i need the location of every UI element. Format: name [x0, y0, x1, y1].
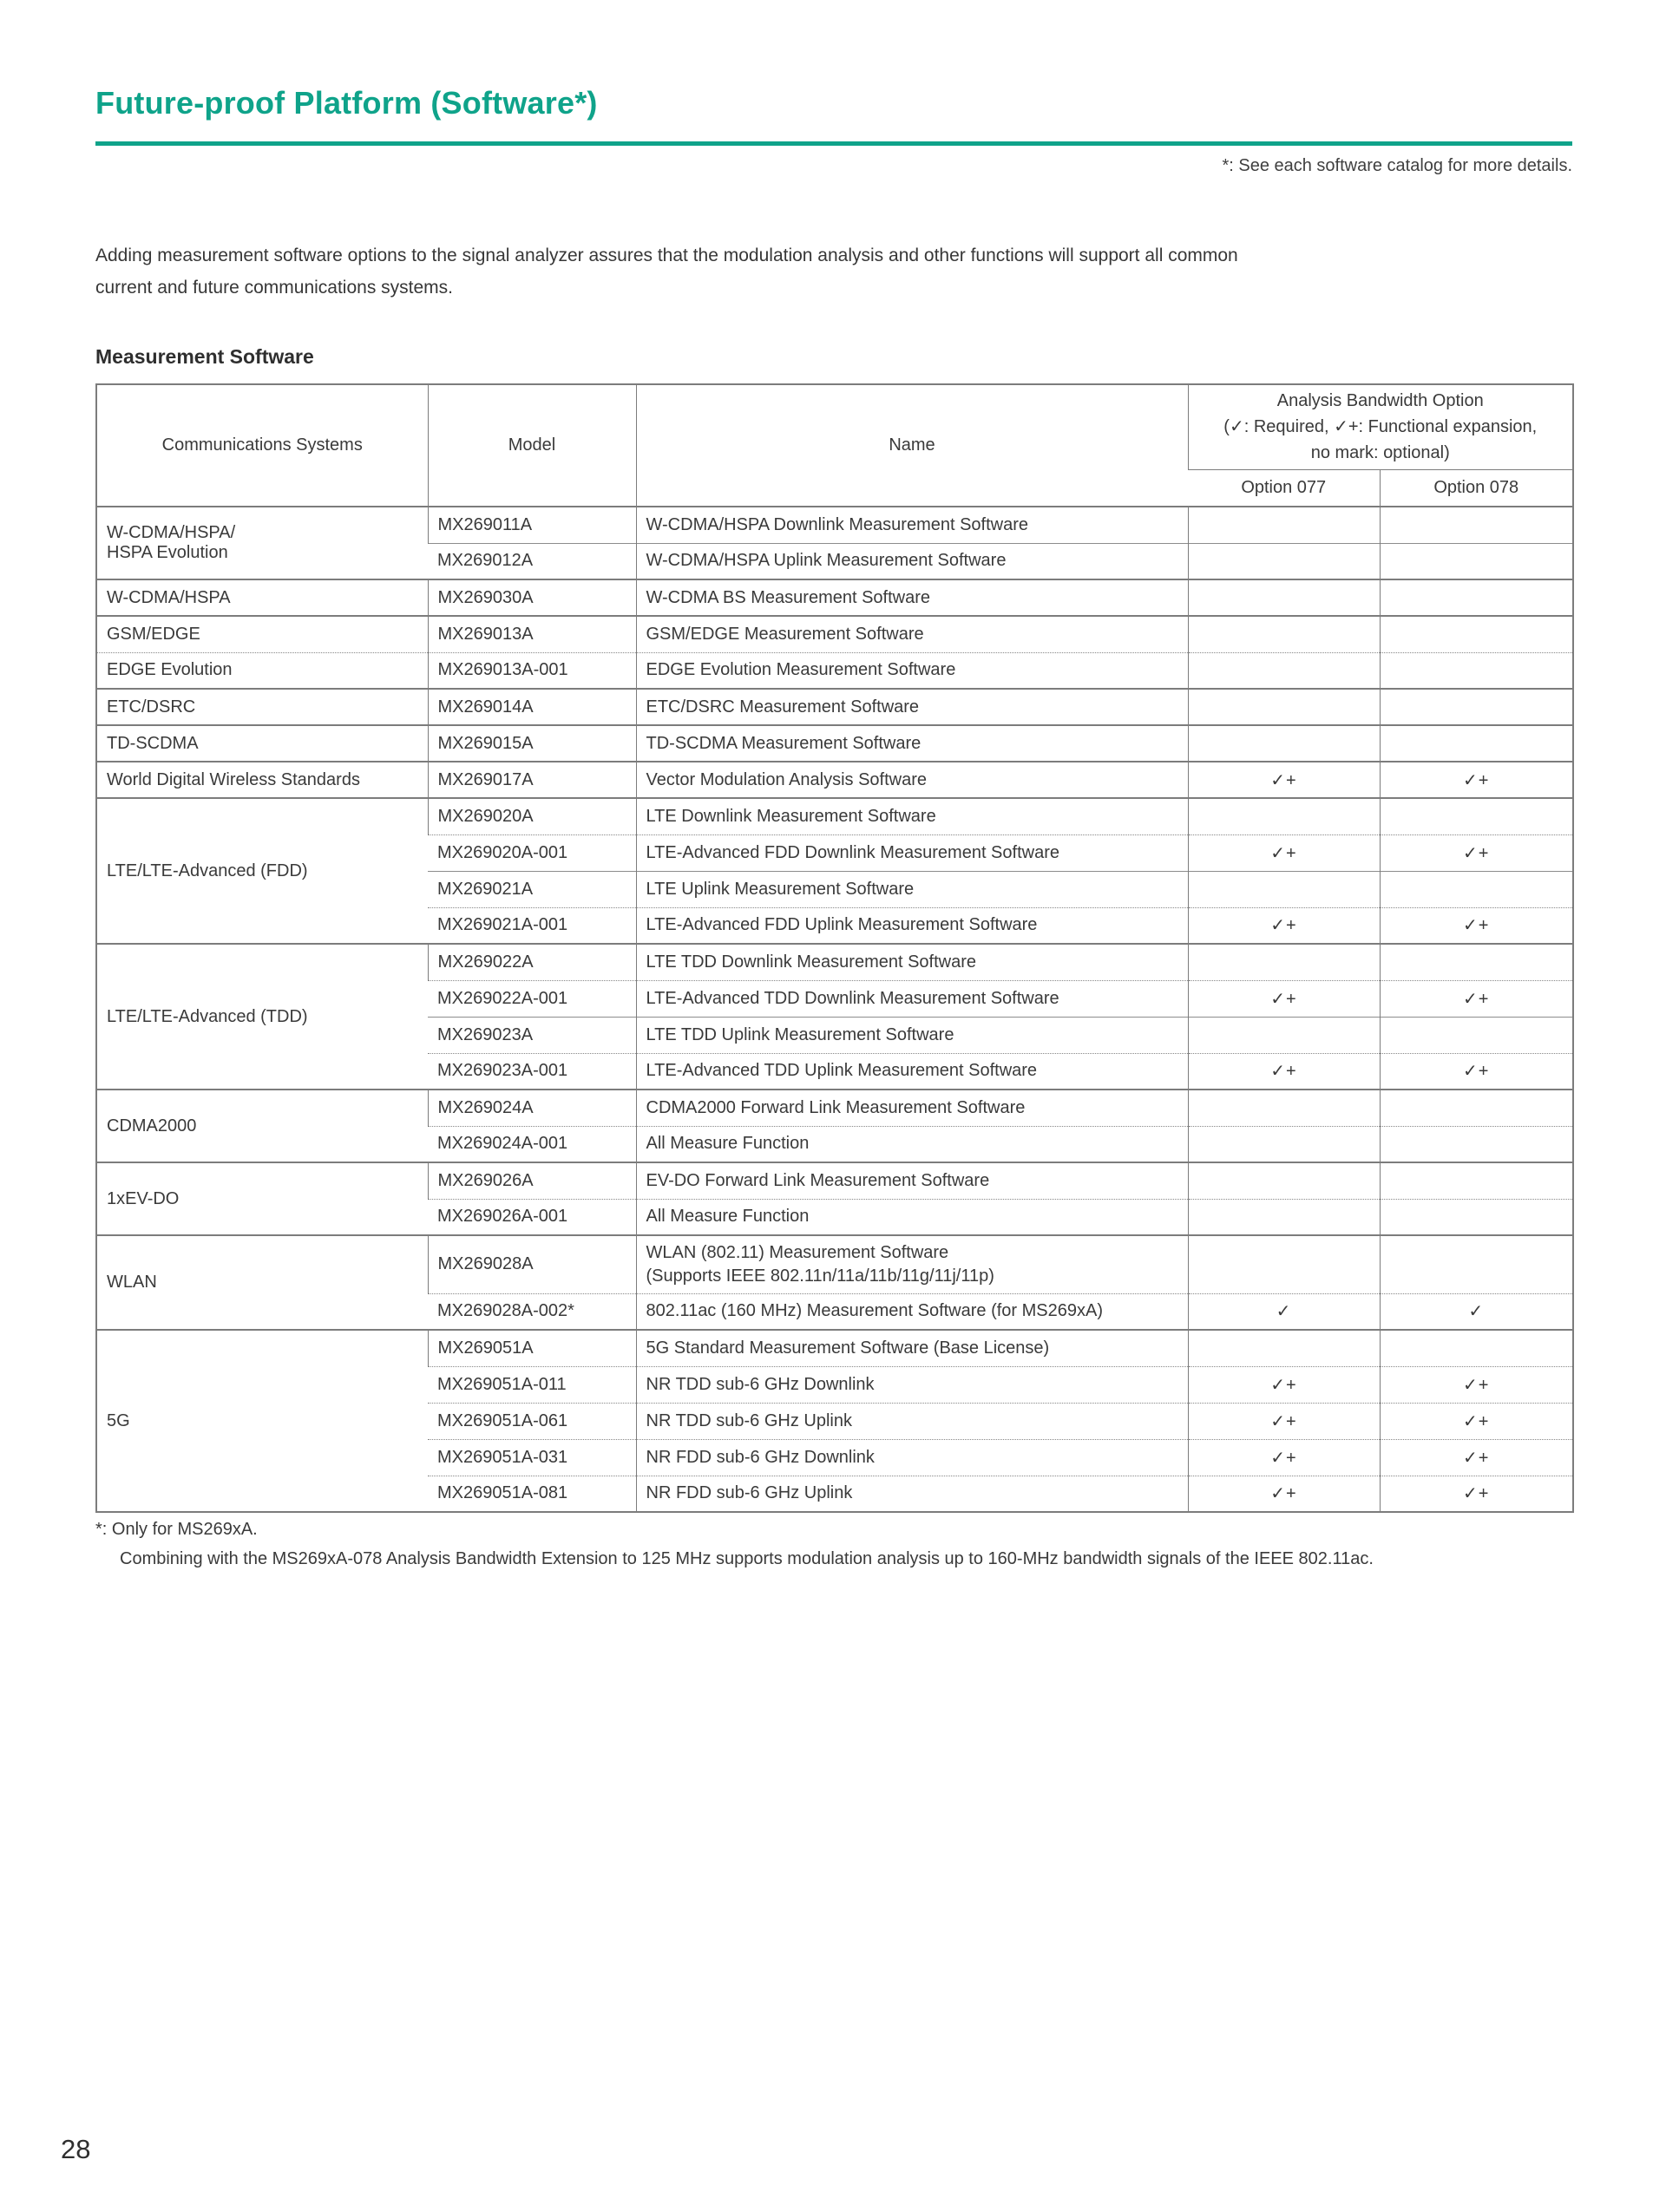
- system-line-2: HSPA Evolution: [107, 543, 228, 562]
- name-cell: GSM/EDGE Measurement Software: [636, 616, 1188, 652]
- option077-cell: [1188, 725, 1380, 762]
- header-option-077: Option 077: [1241, 477, 1327, 497]
- system-cell: TD-SCDMA: [96, 725, 428, 762]
- name-cell: W-CDMA BS Measurement Software: [636, 579, 1188, 616]
- model-cell: MX269051A-031: [428, 1439, 636, 1476]
- name-line-2: (Supports IEEE 802.11n/11a/11b/11g/11j/11p): [646, 1266, 994, 1286]
- intro-paragraph: [95, 239, 1588, 304]
- model-cell: MX269026A: [428, 1162, 636, 1199]
- system-cell: CDMA2000: [96, 1090, 428, 1162]
- option077-cell: [1188, 1199, 1380, 1235]
- page-title: Future-proof Platform (Software*): [95, 85, 598, 121]
- measurement-software-table: [95, 383, 1574, 1513]
- name-cell: EV-DO Forward Link Measurement Software: [636, 1162, 1188, 1199]
- header-row-main: [96, 384, 1573, 469]
- name-line-1: WLAN (802.11) Measurement Software: [646, 1242, 949, 1262]
- model-cell: MX269014A: [428, 689, 636, 725]
- option078-cell: [1380, 579, 1573, 616]
- system-cell: ETC/DSRC: [96, 689, 428, 725]
- header-option-078: Option 078: [1380, 469, 1573, 507]
- abw-line-3: no mark: optional): [1310, 443, 1450, 463]
- model-cell: MX269030A: [428, 579, 636, 616]
- model-cell: MX269028A-002*: [428, 1293, 636, 1330]
- system-line-1: W-CDMA/HSPA/: [107, 523, 236, 542]
- option077-cell: ✓+: [1188, 1053, 1380, 1090]
- option078-cell: [1380, 944, 1573, 980]
- name-cell: LTE-Advanced TDD Downlink Measurement Software: [636, 980, 1188, 1017]
- option077-cell: [1188, 871, 1380, 907]
- option078-cell: ✓+: [1380, 834, 1573, 871]
- option077-cell: [1188, 798, 1380, 834]
- name-cell: NR TDD sub-6 GHz Uplink: [636, 1403, 1188, 1439]
- name-cell: Vector Modulation Analysis Software: [636, 762, 1188, 798]
- name-cell: CDMA2000 Forward Link Measurement Software: [636, 1090, 1188, 1126]
- option077-cell: ✓: [1188, 1293, 1380, 1330]
- model-cell: MX269051A-081: [428, 1476, 636, 1512]
- model-cell: MX269012A: [428, 543, 636, 579]
- system-cell: LTE/LTE-Advanced (FDD): [96, 798, 428, 944]
- option078-cell: ✓+: [1380, 907, 1573, 944]
- option078-cell: ✓+: [1380, 980, 1573, 1017]
- option078-cell: [1380, 652, 1573, 689]
- name-cell: NR TDD sub-6 GHz Downlink: [636, 1366, 1188, 1403]
- option078-cell: [1380, 1199, 1573, 1235]
- name-cell: LTE-Advanced FDD Uplink Measurement Software: [636, 907, 1188, 944]
- page-number: 28: [61, 2134, 91, 2164]
- name-cell: 802.11ac (160 MHz) Measurement Software (for MS269xA): [636, 1293, 1188, 1330]
- option078-cell: ✓+: [1380, 1366, 1573, 1403]
- name-cell: W-CDMA/HSPA Downlink Measurement Software: [636, 507, 1188, 543]
- name-cell: EDGE Evolution Measurement Software: [636, 652, 1188, 689]
- option077-cell: [1188, 944, 1380, 980]
- option078-cell: [1380, 1017, 1573, 1053]
- system-cell: [96, 507, 428, 579]
- option077-cell: [1188, 652, 1380, 689]
- option078-cell: [1380, 616, 1573, 652]
- option078-cell: [1380, 1090, 1573, 1126]
- table-row: [96, 1235, 1573, 1293]
- option078-cell: [1380, 725, 1573, 762]
- table-row: [96, 725, 1573, 762]
- name-cell: ETC/DSRC Measurement Software: [636, 689, 1188, 725]
- option078-cell: [1380, 1126, 1573, 1162]
- system-cell: EDGE Evolution: [96, 652, 428, 689]
- header-analysis-bandwidth-option: [1188, 384, 1573, 469]
- model-cell: MX269015A: [428, 725, 636, 762]
- system-cell: World Digital Wireless Standards: [96, 762, 428, 798]
- option077-cell: [1188, 543, 1380, 579]
- name-cell: LTE TDD Uplink Measurement Software: [636, 1017, 1188, 1053]
- system-cell: 1xEV-DO: [96, 1162, 428, 1235]
- abw-line-1: Analysis Bandwidth Option: [1276, 391, 1484, 411]
- header-model: Model: [428, 384, 636, 507]
- intro-line-2: current and future communications systems.: [95, 278, 454, 298]
- system-cell: WLAN: [96, 1235, 428, 1330]
- option078-cell: ✓+: [1380, 1476, 1573, 1512]
- model-cell: MX269022A: [428, 944, 636, 980]
- option077-cell: [1188, 689, 1380, 725]
- model-cell: MX269051A-061: [428, 1403, 636, 1439]
- option077-cell: ✓+: [1188, 907, 1380, 944]
- name-cell: LTE-Advanced FDD Downlink Measurement Software: [636, 834, 1188, 871]
- table-row: [96, 616, 1573, 652]
- name-cell: LTE-Advanced TDD Uplink Measurement Software: [636, 1053, 1188, 1090]
- model-cell: MX269017A: [428, 762, 636, 798]
- table-row: [96, 507, 1573, 543]
- model-cell: MX269020A: [428, 798, 636, 834]
- option077-cell: ✓+: [1188, 1403, 1380, 1439]
- name-cell: NR FDD sub-6 GHz Uplink: [636, 1476, 1188, 1512]
- model-cell: MX269011A: [428, 507, 636, 543]
- system-cell: W-CDMA/HSPA: [96, 579, 428, 616]
- table-row: [96, 652, 1573, 689]
- option077-cell: [1188, 1126, 1380, 1162]
- option078-cell: ✓+: [1380, 1053, 1573, 1090]
- model-cell: MX269023A-001: [428, 1053, 636, 1090]
- title-footnote: *: See each software catalog for more details.: [1222, 156, 1572, 175]
- option078-cell: [1380, 798, 1573, 834]
- table-row: [96, 579, 1573, 616]
- option078-cell: ✓+: [1380, 1403, 1573, 1439]
- option078-cell: ✓: [1380, 1293, 1573, 1330]
- option078-cell: [1380, 507, 1573, 543]
- name-cell: All Measure Function: [636, 1126, 1188, 1162]
- option077-cell: [1188, 1017, 1380, 1053]
- abw-line-2: (✓: Required, ✓+: Functional expansion,: [1223, 417, 1538, 437]
- model-cell: MX269013A-001: [428, 652, 636, 689]
- option078-cell: [1380, 543, 1573, 579]
- system-cell: 5G: [96, 1330, 428, 1512]
- option077-cell: [1188, 1090, 1380, 1126]
- option078-cell: [1380, 1235, 1573, 1293]
- name-cell: TD-SCDMA Measurement Software: [636, 725, 1188, 762]
- name-cell: LTE TDD Downlink Measurement Software: [636, 944, 1188, 980]
- table-row: [96, 944, 1573, 980]
- section-heading: Measurement Software: [95, 345, 314, 368]
- option077-cell: ✓+: [1188, 762, 1380, 798]
- model-cell: MX269028A: [428, 1235, 636, 1293]
- table-header: [96, 384, 1573, 507]
- system-cell: LTE/LTE-Advanced (TDD): [96, 944, 428, 1090]
- model-cell: MX269022A-001: [428, 980, 636, 1017]
- option078-cell: [1380, 689, 1573, 725]
- model-cell: MX269020A-001: [428, 834, 636, 871]
- table-row: [96, 1162, 1573, 1199]
- table-row: [96, 1090, 1573, 1126]
- option077-cell: [1188, 507, 1380, 543]
- option077-cell: ✓+: [1188, 1366, 1380, 1403]
- option077-cell: [1188, 1330, 1380, 1366]
- option077-cell: ✓+: [1188, 834, 1380, 871]
- option078-cell: [1380, 871, 1573, 907]
- header-communications-systems: Communications Systems: [161, 435, 363, 455]
- option077-cell: [1188, 579, 1380, 616]
- option077-cell: ✓+: [1188, 1439, 1380, 1476]
- model-cell: MX269026A-001: [428, 1199, 636, 1235]
- option077-cell: [1188, 616, 1380, 652]
- model-cell: MX269024A: [428, 1090, 636, 1126]
- system-cell: GSM/EDGE: [96, 616, 428, 652]
- name-cell: [636, 1235, 1188, 1293]
- model-cell: MX269024A-001: [428, 1126, 636, 1162]
- option077-cell: [1188, 1235, 1380, 1293]
- model-cell: MX269051A-011: [428, 1366, 636, 1403]
- model-cell: MX269021A-001: [428, 907, 636, 944]
- name-cell: LTE Uplink Measurement Software: [636, 871, 1188, 907]
- table-row: [96, 689, 1573, 725]
- option077-cell: [1188, 1162, 1380, 1199]
- title-underline-rule: [95, 141, 1572, 146]
- table-row: [96, 762, 1573, 798]
- option078-cell: ✓+: [1380, 762, 1573, 798]
- option077-cell: ✓+: [1188, 1476, 1380, 1512]
- name-cell: W-CDMA/HSPA Uplink Measurement Software: [636, 543, 1188, 579]
- intro-line-1: Adding measurement software options to the signal analyzer assures that the modulation analysis and other functions will support all common: [95, 245, 1238, 265]
- header-name: Name: [636, 384, 1188, 507]
- model-cell: MX269021A: [428, 871, 636, 907]
- table-row: [96, 1330, 1573, 1366]
- name-cell: All Measure Function: [636, 1199, 1188, 1235]
- name-cell: 5G Standard Measurement Software (Base License): [636, 1330, 1188, 1366]
- model-cell: MX269023A: [428, 1017, 636, 1053]
- name-cell: LTE Downlink Measurement Software: [636, 798, 1188, 834]
- name-cell: NR FDD sub-6 GHz Downlink: [636, 1439, 1188, 1476]
- model-cell: MX269013A: [428, 616, 636, 652]
- table-footnote-1: *: Only for MS269xA.: [95, 1520, 258, 1539]
- option078-cell: [1380, 1330, 1573, 1366]
- table-row: [96, 798, 1573, 834]
- model-cell: MX269051A: [428, 1330, 636, 1366]
- table-footnote-2: Combining with the MS269xA-078 Analysis Bandwidth Extension to 125 MHz supports modulation analysis up to 160-MHz bandwidth signals of the IEEE 802.11ac.: [120, 1549, 1374, 1568]
- option078-cell: [1380, 1162, 1573, 1199]
- option078-cell: ✓+: [1380, 1439, 1573, 1476]
- option077-cell: ✓+: [1188, 980, 1380, 1017]
